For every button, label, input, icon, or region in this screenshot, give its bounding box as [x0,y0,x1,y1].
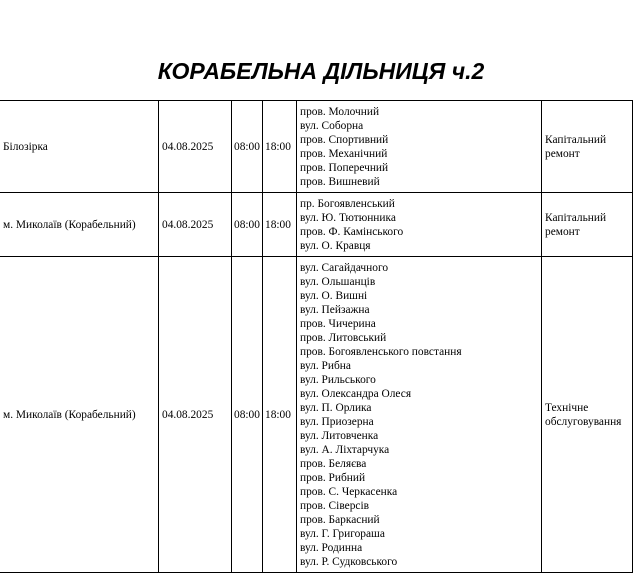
street-item: вул. А. Ліхтарчука [300,444,390,456]
street-item: пров. Богоявленського повстання [300,346,462,358]
street-item: пров. Сіверсів [300,500,369,512]
location-cell: м. Миколаїв (Корабельний) [0,257,159,573]
table-row [0,101,633,193]
street-item: вул. Приозерна [300,416,374,428]
reason-cell: Капітальний ремонт [542,193,633,257]
street-item: пров. Ф. Камінського [300,226,404,238]
street-item: пров. Литовський [300,332,387,344]
street-item: вул. Литовченка [300,430,379,442]
street-item: пров. Рибний [300,472,366,484]
streets-cell [297,193,542,257]
table-row [0,257,633,573]
reason-cell: Технічне обслуговування [542,257,633,573]
street-item: вул. Олександра Олеся [300,388,412,400]
street-item: пров. С. Черкасенка [300,486,398,498]
street-item: вул. Г. Григораша [300,528,385,540]
street-item: пров. Баркасний [300,514,380,526]
time-from-cell: 08:00 [232,193,263,257]
street-item: пров. Механічний [300,148,388,160]
location-cell: Білозірка [0,101,159,193]
street-item: вул. О. Кравця [300,240,371,252]
street-item: пров. Поперечний [300,162,389,174]
street-item: вул. Рибна [300,360,351,372]
street-item: вул. Соборна [300,120,364,132]
date-cell: 04.08.2025 [159,193,232,257]
time-to-cell: 18:00 [263,101,297,193]
time-to-cell: 18:00 [263,193,297,257]
street-item: вул. О. Вишні [300,290,368,302]
streets-cell [297,101,542,193]
time-from-cell: 08:00 [232,101,263,193]
street-item: пров. Вишневий [300,176,380,188]
street-item: пров. Молочний [300,106,380,118]
street-item: пров. Беляєва [300,458,367,470]
time-to-cell: 18:00 [263,257,297,573]
street-item: вул. Ольшанців [300,276,376,288]
street-item: вул. Сагайдачного [300,262,389,274]
reason-cell: Капітальний ремонт [542,101,633,193]
street-item: пров. Спортивний [300,134,389,146]
street-item: вул. Рильського [300,374,376,386]
street-item: пр. Богоявленський [300,198,395,210]
time-from-cell: 08:00 [232,257,263,573]
streets-cell [297,257,542,573]
location-cell: м. Миколаїв (Корабельний) [0,193,159,257]
date-cell: 04.08.2025 [159,101,232,193]
street-item: вул. Р. Судковського [300,556,398,568]
table-row [0,193,633,257]
street-item: вул. Ю. Тютюнника [300,212,396,224]
street-item: вул. П. Орлика [300,402,372,414]
street-item: вул. Родинна [300,542,363,554]
street-item: вул. Пейзажна [300,304,370,316]
street-item: пров. Чичерина [300,318,376,330]
page-title: КОРАБЕЛЬНА ДІЛЬНИЦЯ ч.2 [157,58,485,84]
outage-table [0,100,633,573]
date-cell: 04.08.2025 [159,257,232,573]
